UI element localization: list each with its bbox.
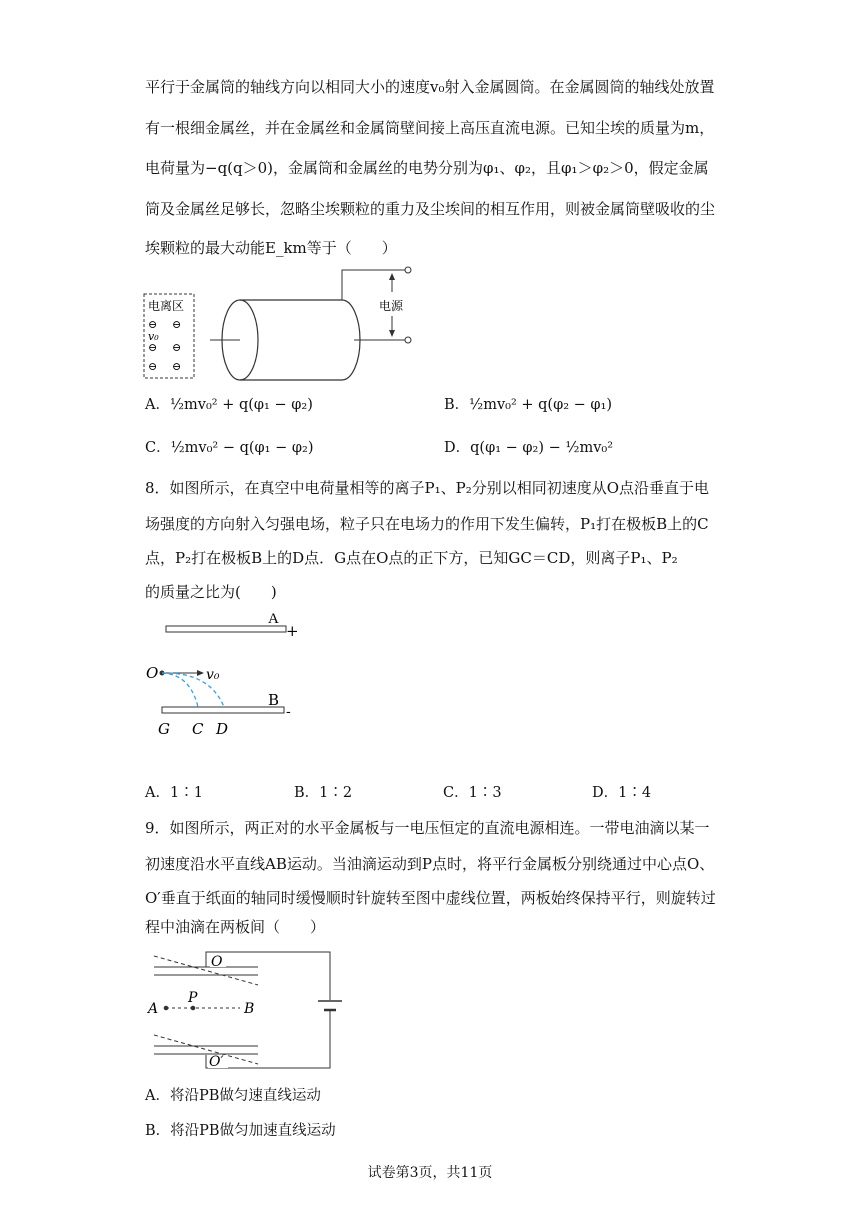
q7-line-1: 平行于金属筒的轴线方向以相同大小的速度v₀射入金属圆筒。在金属圆筒的轴线处放置: [145, 78, 715, 96]
point-o: O: [146, 664, 159, 682]
point-o-q9: O: [211, 954, 223, 970]
plate-a-label: A: [268, 611, 279, 627]
q8-option-c[interactable]: C．1∶3: [443, 785, 502, 801]
q7-option-d[interactable]: D．q(φ₁ − φ₂) − ½mv₀²: [444, 440, 614, 456]
q9-line-2: 初速度沿水平直线AB运动。当油滴运动到P点时，将平行金属板分别绕通过中心点O、: [145, 855, 715, 873]
plate-b-label: B: [268, 691, 280, 709]
arrow-head-up: [389, 273, 395, 280]
velocity-arrow-head: [197, 670, 204, 676]
q7-option-a[interactable]: A．½mv₀² + q(φ₁ − φ₂): [145, 397, 313, 413]
q8-figure: [140, 604, 320, 744]
point-a-q9: A: [148, 1001, 159, 1017]
trajectory-p1: [162, 673, 198, 707]
ion-3: ⊖: [148, 341, 158, 354]
point-c: C: [192, 720, 204, 738]
q9-option-b[interactable]: B．将沿PB做匀加速直线运动: [145, 1123, 336, 1139]
point-o-prime: O′: [209, 1054, 224, 1070]
q8-line-3: 点，P₂打在极板B上的D点．G点在O点的正下方，已知GC＝CD，则离子P₁、P₂: [145, 549, 678, 567]
page-footer: 试卷第3页，共11页: [367, 1165, 493, 1181]
power-label: 电源: [379, 299, 404, 313]
plate-b-minus: -: [286, 704, 291, 720]
ion-2: ⊖: [172, 318, 182, 331]
ion-4: ⊖: [172, 341, 182, 354]
q9-figure: [140, 944, 370, 1079]
q7-figure: [140, 262, 430, 382]
terminal-bottom: [405, 337, 411, 343]
point-p-dot: [191, 1006, 196, 1011]
q8-option-d[interactable]: D．1∶4: [592, 785, 652, 801]
ion-5: ⊖: [148, 360, 158, 373]
ion-1: ⊖: [148, 318, 158, 331]
ion-6: ⊖: [172, 360, 182, 373]
q7-option-b[interactable]: B．½mv₀² + q(φ₂ − φ₁): [444, 397, 613, 413]
q9-line-4: 程中油滴在两板间（ ）: [145, 918, 326, 936]
q8-line-2: 场强度的方向射入匀强电场，粒子只在电场力的作用下发生偏转，P₁打在极板B上的C: [145, 515, 709, 533]
arrow-head-down: [389, 330, 395, 337]
q7-line-4: 筒及金属丝足够长，忽略尘埃颗粒的重力及尘埃间的相互作用，则被金属筒壁吸收的尘: [145, 200, 716, 218]
v0-label: v₀: [148, 330, 159, 343]
terminal-top: [405, 267, 411, 273]
q8-option-b[interactable]: B．1∶2: [294, 785, 353, 801]
ionization-region-label: 电离区: [148, 299, 185, 313]
q7-line-3: 电荷量为−q(q＞0)，金属筒和金属丝的电势分别为φ₁、φ₂，且φ₁＞φ₂＞0，假定金属: [145, 159, 709, 177]
point-b-q9: B: [244, 1001, 255, 1017]
q8-line-4: 的质量之比为( ): [145, 583, 277, 601]
point-g: G: [158, 720, 170, 738]
q7-option-c[interactable]: C．½mv₀² − q(φ₁ − φ₂): [145, 440, 314, 456]
q9-line-1: 9．如图所示，两正对的水平金属板与一电压恒定的直流电源相连。一带电油滴以某一: [145, 819, 710, 837]
v0-label-q8: v₀: [206, 667, 220, 683]
point-d: D: [216, 720, 229, 738]
plate-a-plus: +: [286, 622, 299, 640]
q8-option-a[interactable]: A．1∶1: [145, 785, 203, 801]
q9-line-3: O′垂直于纸面的轴同时缓慢顺时针旋转至图中虚线位置，两板始终保持平行，则旋转过: [145, 889, 716, 907]
q7-line-5: 埃颗粒的最大动能E_km等于（ ）: [145, 239, 397, 257]
q9-option-a[interactable]: A．将沿PB做匀速直线运动: [145, 1088, 321, 1104]
plate-b: [162, 707, 284, 713]
q7-line-2: 有一根细金属丝，并在金属丝和金属筒壁间接上高压直流电源。已知尘埃的质量为m，: [145, 119, 715, 137]
point-p: P: [188, 990, 198, 1006]
q8-line-1: 8．如图所示，在真空中电荷量相等的离子P₁、P₂分别以相同初速度从O点沿垂直于电: [145, 479, 710, 497]
